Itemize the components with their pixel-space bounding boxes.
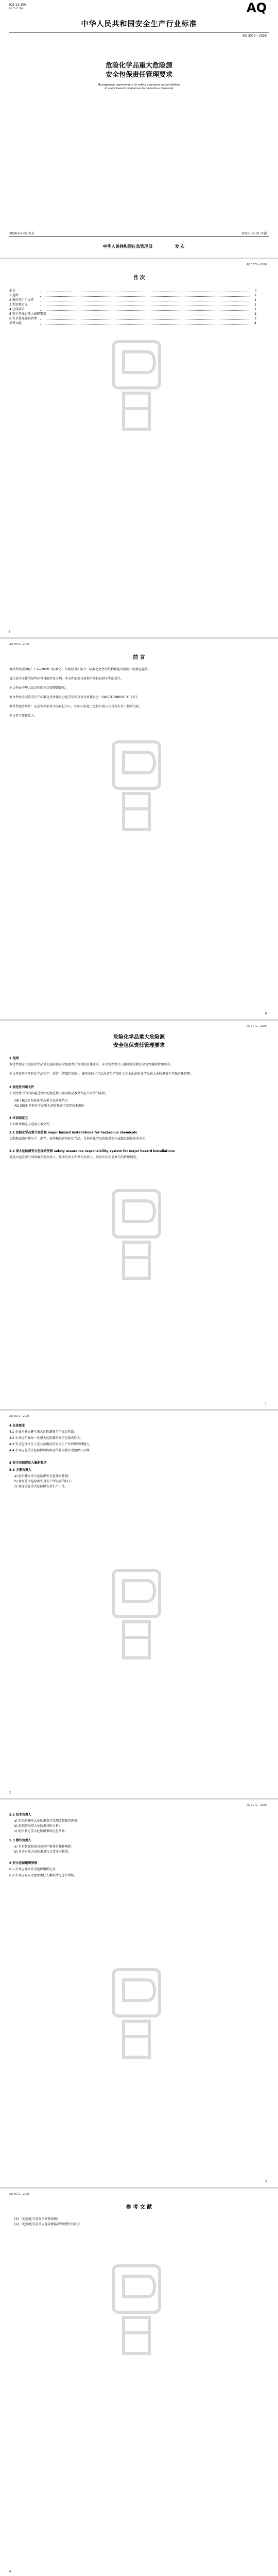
foreword-paragraph: 本文件按照GB/T 1.1—2020《标准化工作导则 第1部分：标准化文件的结构和起草规则》的规定起草。	[9, 668, 151, 671]
list-item: c) 督促检查重大危险源安全生产工作。	[14, 1485, 68, 1488]
release-date: 2026-03-06 发布	[9, 232, 34, 235]
implement-date: 2026-09-01 实施	[241, 232, 267, 235]
list-item: b) 负责对重大危险源进行日常安全检查。	[14, 1850, 72, 1854]
reference-item: GB 18218 危险化学品重大危险源辨识	[14, 1099, 68, 1103]
page-number: 3	[265, 2180, 267, 2183]
toc-item[interactable]: 6 安全包保履职管理 3	[9, 317, 256, 320]
cover-title-en2: of major hazard installations for hazardous chemicals	[105, 87, 173, 90]
body-paragraph: 本文件规定了危险化学品重大危险源安全包保责任管理的总体要求、安全包保责任人履职要求和安全包保履职管理要求。	[9, 1063, 173, 1066]
body-title-line2: 安全包保责任管理要求	[113, 1043, 165, 1048]
foreword-paragraph: 请注意本文件的某些内容可能涉及专利。本文件的发布机构不承担识别专利的责任。	[9, 677, 124, 681]
page-number: 2	[9, 1791, 11, 1794]
page-number: II	[265, 1012, 267, 1015]
running-header: AQ 3072—2026	[246, 1804, 267, 1807]
standard-number: AQ 3072—2026	[242, 34, 267, 38]
list-item: b) 组织开展重大危险源风险分析；	[14, 1824, 62, 1828]
section-heading: 1 范围	[9, 1057, 19, 1060]
list-item: a) 负责督促检查各岗位严格执行操作规程；	[14, 1845, 74, 1849]
section-heading: 2 规范性引用文件	[9, 1086, 34, 1089]
section-heading: 4 总体要求	[9, 1424, 25, 1428]
watermark-logo-icon	[108, 1185, 165, 1289]
toc-item[interactable]: 2 规范性引用文件 1	[9, 298, 256, 302]
term-heading: 3.2 重大危险源安全包保责任制 safety assurance responsibility system for major hazard installations	[9, 1149, 175, 1153]
list-item: c) 组织制定重大危险源事故应急预案。	[14, 1829, 68, 1833]
ccs-code: CCS C 67	[9, 7, 24, 10]
page-number: 4	[9, 2570, 11, 2573]
toc-item[interactable]: 5 安全包保责任人履职要求 2	[9, 312, 256, 316]
running-header: AQ 3072—2026	[9, 1415, 30, 1418]
term-definition: 长期地或临时地生产、储存、使用和经营危险化学品，且危险化学品的数量等于或超过临界量的单元。	[9, 1137, 149, 1141]
body-paragraph: 4.2 企业应明确每一处重大危险源的安全包保责任人。	[9, 1436, 83, 1440]
cover-title-line2: 安全包保责任管理要求	[105, 71, 172, 79]
term-definition: 对重大危险源分别明确主要负责人、技术负责人和操作负责人，层层压实安全责任的管理制度。	[9, 1156, 140, 1159]
subsection-heading: 5.2 技术负责人	[9, 1813, 31, 1817]
toc-item[interactable]: 1 范围 1	[9, 294, 256, 297]
toc-page	[0, 259, 278, 637]
industry-name: 中华人民共和国安全生产行业标准	[81, 20, 197, 28]
section-heading: 3 术语和定义	[9, 1116, 28, 1120]
term-heading: 3.1 危险化学品重大危险源 major hazard installations for hazardous chemicals	[9, 1131, 137, 1134]
running-header: AQ 3072—2026	[246, 263, 267, 266]
watermark-logo-icon	[108, 1565, 165, 1668]
running-header: AQ 3072—2026	[9, 2193, 30, 2196]
reference-item: AQ 3035 危险化学品重大危险源安全监控技术规范	[14, 1104, 84, 1108]
toc-item[interactable]: 4 总体要求 1	[9, 308, 256, 311]
list-item: a) 组织实施重大危险源安全监测监控体系建设；	[14, 1819, 80, 1823]
foreword-title: 前 言	[133, 655, 145, 660]
foreword-paragraph: 本文件主要起草人：	[9, 714, 38, 718]
body-paragraph: 4.4 企业应在重大危险源现场明显位置设置安全包保公示牌。	[9, 1449, 93, 1452]
cover-title-en1: Management requirements for safety assurance responsibilities	[98, 83, 180, 87]
body-paragraph: 6.2 企业应对安全包保责任人履职情况进行考核。	[9, 1874, 77, 1877]
body-page-1	[0, 1021, 278, 1409]
standard-mark: AQ	[247, 1, 267, 15]
cover-page	[0, 0, 278, 258]
body-paragraph: 4.3 安全包保责任人应具备相应的安全生产知识和管理能力。	[9, 1443, 93, 1446]
watermark-logo-icon	[108, 336, 165, 439]
list-item: b) 保证重大危险源安全生产所必需的投入；	[14, 1480, 75, 1483]
toc-item[interactable]: 前言 II	[9, 289, 256, 293]
references-page	[0, 2189, 278, 2576]
body-paragraph: 本文件适用于危险化学品生产、经营（带储存设施）、使用危险化学品从事生产的化工企业的危险化学品重大危险源安全包保责任管理。	[9, 1072, 194, 1076]
page-number: I	[9, 631, 10, 634]
body-paragraph: 下列术语和定义适用于本文件。	[9, 1123, 53, 1126]
reference-entry: [1] 《危险化学品安全管理条例》	[14, 2217, 60, 2221]
list-item: a) 组织建立重大危险源安全包保责任制；	[14, 1475, 71, 1478]
cover-title-line1: 危险化学品重大危险源	[105, 62, 172, 70]
running-header: AQ 3072—2026	[246, 1025, 267, 1028]
foreword-paragraph: 本文件由中华人民共和国应急管理部提出。	[9, 686, 68, 690]
references-title: 参 考 文 献	[126, 2205, 152, 2210]
reference-entry: [2] 《危险化学品重大危险源监督管理暂行规定》	[14, 2223, 82, 2226]
body-title-line1: 危险化学品重大危险源	[113, 1035, 165, 1040]
subsection-heading: 5.1 主要负责人	[9, 1468, 31, 1472]
body-paragraph: 下列文件中的内容通过文中的规范性引用而构成本文件必不可少的条款。	[9, 1092, 109, 1095]
body-paragraph: 6.1 企业应建立安全包保履职记录。	[9, 1868, 59, 1871]
body-paragraph: 4.1 企业应建立健全重大危险源安全包保责任制。	[9, 1430, 77, 1434]
subsection-heading: 5.3 操作负责人	[9, 1839, 31, 1842]
ics-code: ICS 13.100	[9, 3, 26, 7]
watermark-logo-icon	[108, 1964, 165, 2067]
body-page-3	[0, 1800, 278, 2187]
watermark-logo-icon	[108, 737, 165, 840]
running-header: AQ 3072—2026	[9, 643, 30, 646]
issuer-suffix: 发 布	[175, 244, 185, 249]
foreword-page	[0, 639, 278, 1019]
foreword-paragraph: 本文件由全国安全生产标准化技术委员会化学品安全分技术委员会（SAC/TC 288/SC 3）归口。	[9, 696, 141, 699]
section-heading: 5 安全包保责任人履职要求	[9, 1461, 47, 1465]
toc-item[interactable]: 参考文献 4	[9, 321, 256, 325]
watermark-logo-icon	[108, 2261, 165, 2364]
toc-item[interactable]: 3 术语和定义 1	[9, 303, 256, 307]
section-heading: 6 安全包保履职管理	[9, 1861, 38, 1865]
toc-title: 目 次	[133, 275, 145, 281]
body-page-2	[0, 1411, 278, 1798]
foreword-paragraph: 本文件起草单位：应急管理部化学品登记中心、中国石油化工股份有限公司青岛安全工程研究院。	[9, 705, 143, 708]
page-number: 1	[265, 1402, 267, 1405]
issuer: 中华人民共和国应急管理部	[103, 244, 152, 249]
